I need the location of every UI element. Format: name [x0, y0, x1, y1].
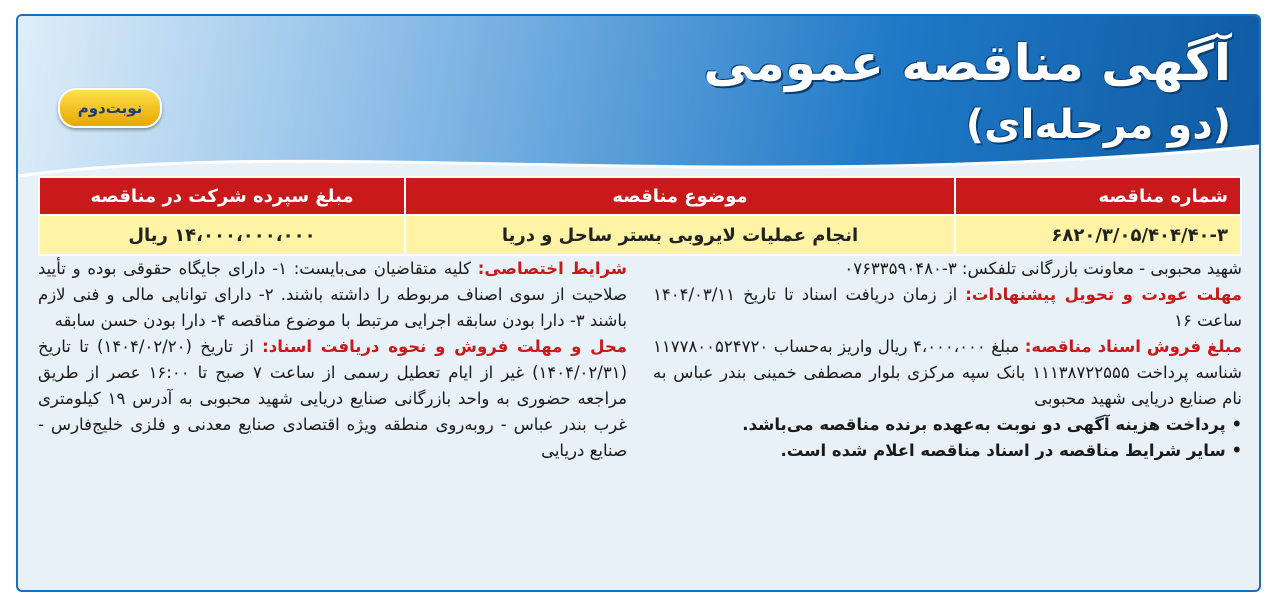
body-columns: [38, 256, 1242, 586]
text-contact: شهید محبوبی - معاونت بازرگانی تلفکس: ۳-۰۷۶۳۳۵۹۰۴۸۰: [844, 259, 1242, 278]
text-sale-location: از تاریخ (۱۴۰۴/۰۲/۲۰) تا تاریخ (۱۴۰۴/۰۲/۳۱) غیر از ایام تعطیل رسمی از ساعت ۷ صبح تا ۱۶:۰۰ عصر از طریق مراجعه حضوری به واحد بازرگانی صنایع دریایی شهید محبوبی به آدرس ۱۹ کیلومتری غرب بندر عباس - روبه‌روی منطقه ویژه اقتصادی صنایع معدنی و فلزی خلیج‌فارس - صنایع دریایی: [38, 337, 627, 460]
table-row: [39, 215, 1241, 255]
advert-frame: [16, 14, 1261, 592]
col-header-subject: موضوع مناقصه: [405, 177, 955, 215]
cell-tender-number: ۶۸۲۰/۳/۰۵/۴۰۴/۴۰-۳: [955, 215, 1241, 255]
table-header-row: [39, 177, 1241, 215]
second-publication-badge: [58, 88, 162, 128]
tender-table: [38, 176, 1242, 256]
heading-submission-deadline: مهلت عودت و تحویل پیشنهادات:: [965, 285, 1242, 304]
cell-tender-subject: انجام عملیات لایروبی بستر ساحل و دریا: [405, 215, 955, 255]
heading-document-price: مبلغ فروش اسناد مناقصه:: [1024, 337, 1242, 356]
col-header-number: شماره مناقصه: [955, 177, 1241, 215]
text-special-conditions: کلیه متقاضیان می‌بایست: ۱- دارای جایگاه حقوقی بوده و تأیید صلاحیت از سوی اصناف مربوطه را داشته باشند. ۲- دارای توانایی مالی و فنی لازم باشند ۳- دارا بودن سابقه اجرایی مرتبط با موضوع مناقصه ۴- دارا بودن حسن سابقه: [38, 259, 627, 330]
heading-special-conditions: شرایط اختصاصی:: [477, 259, 627, 278]
text-document-price: مبلغ ۴،۰۰۰،۰۰۰ ریال واریز به‌حساب ۱۱۷۷۸۰۰۵۲۴۷۲۰ شناسه پرداخت ۱۱۱۳۸۷۲۲۵۵۵ بانک سپه مرکزی بلوار مصطفی خمینی بندر عباس به نام صنایع دریایی شهید محبوبی: [653, 337, 1242, 408]
left-column: [653, 256, 1242, 586]
page-title: آگهی مناقصه عمومی: [703, 34, 1231, 92]
badge-label: نوبت‌دوم: [77, 99, 143, 117]
col-header-deposit: مبلغ سپرده شرکت در مناقصه: [39, 177, 405, 215]
heading-sale-location: محل و مهلت فروش و نحوه دریافت اسناد:: [262, 337, 627, 356]
page-subtitle: (دو مرحله‌ای): [965, 102, 1231, 148]
right-column: [38, 256, 627, 586]
note-ad-cost: • پرداخت هزینه آگهی دو نوبت به‌عهده برنده مناقصه می‌باشد.: [742, 415, 1242, 434]
note-other-conditions: • سایر شرایط مناقصه در اسناد مناقصه اعلام شده است.: [780, 441, 1242, 460]
text-submission-deadline: از زمان دریافت اسناد تا تاریخ ۱۴۰۴/۰۳/۱۱ ساعت ۱۶: [653, 285, 1242, 330]
cell-deposit-amount: ۱۴،۰۰۰،۰۰۰،۰۰۰ ریال: [39, 215, 405, 255]
